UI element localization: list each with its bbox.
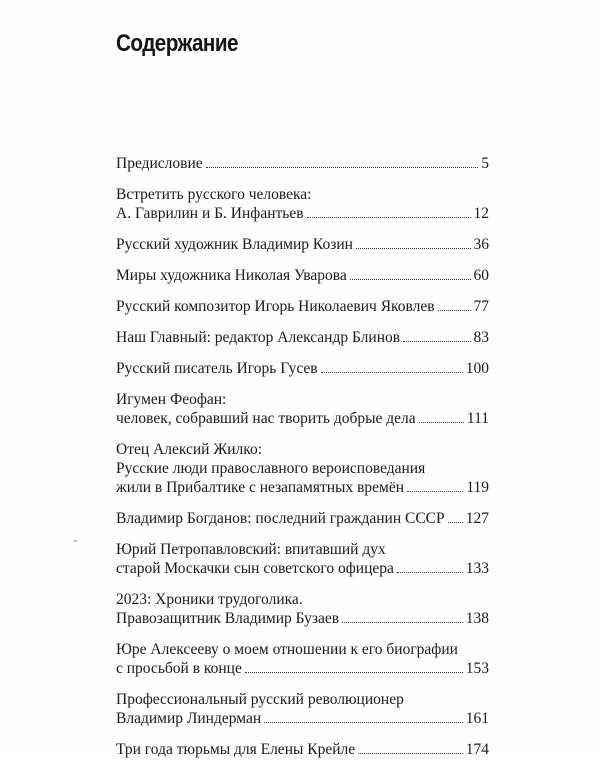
dot-leader bbox=[419, 422, 464, 423]
toc-entry-title-line: Предисловие bbox=[116, 155, 203, 172]
dot-leader bbox=[264, 722, 463, 723]
dot-leader bbox=[307, 217, 471, 218]
page-number: 60 bbox=[473, 267, 489, 284]
dot-leader bbox=[206, 167, 479, 168]
dot-leader bbox=[397, 572, 463, 573]
dot-leader bbox=[448, 522, 463, 523]
toc-entry-title-line: Три года тюрьмы для Елены Крейле bbox=[116, 741, 356, 758]
toc-entry-title-line: Наш Главный: редактор Александр Блинов bbox=[116, 329, 401, 346]
paper-speck bbox=[74, 540, 77, 542]
toc-entry-title-line: Русские люди православного вероисповедания bbox=[116, 460, 426, 477]
toc-entry-last-line bbox=[116, 266, 489, 285]
dot-leader bbox=[350, 279, 471, 280]
toc-entry-last-line bbox=[116, 328, 489, 347]
toc-entry-last-line bbox=[116, 359, 489, 378]
page-title: Содержание bbox=[116, 30, 238, 57]
toc-entry[interactable] bbox=[116, 440, 489, 497]
toc-entry[interactable] bbox=[116, 266, 489, 285]
toc-entry[interactable] bbox=[116, 690, 489, 728]
dot-leader bbox=[358, 753, 463, 754]
toc-entry-title-line: Миры художника Николая Уварова bbox=[116, 267, 347, 284]
dot-leader bbox=[438, 310, 471, 311]
dot-leader bbox=[342, 622, 463, 623]
page-number: 36 bbox=[473, 236, 489, 253]
toc-entry-last-line bbox=[116, 154, 489, 173]
toc-entry[interactable] bbox=[116, 154, 489, 173]
toc-entry[interactable] bbox=[116, 640, 489, 678]
toc-entry[interactable] bbox=[116, 359, 489, 378]
toc-entry-last-line bbox=[116, 559, 489, 578]
toc-entry-title-line: с просьбой в конце bbox=[116, 660, 242, 677]
toc-entry-last-line bbox=[116, 297, 489, 316]
page-number: 133 bbox=[465, 560, 489, 577]
toc-entry-title-line: Профессиональный русский революционер bbox=[116, 691, 404, 708]
toc-entry-title-line: жили в Прибалтике с незапамятных времён bbox=[116, 479, 405, 496]
page-number: 111 bbox=[466, 410, 489, 427]
toc-entry-last-line bbox=[116, 509, 489, 528]
page-number: 153 bbox=[465, 660, 489, 677]
toc-entry-title-line: человек, собравший нас творить добрые дела bbox=[116, 410, 416, 427]
page-number: 138 bbox=[465, 610, 489, 627]
page-number: 5 bbox=[481, 155, 489, 172]
dot-leader bbox=[407, 491, 463, 492]
toc-entry-title-line: Игумен Феофан: bbox=[116, 391, 227, 408]
toc-entry[interactable] bbox=[116, 590, 489, 628]
toc-entry[interactable] bbox=[116, 540, 489, 578]
page-number: 83 bbox=[473, 329, 489, 346]
dot-leader bbox=[321, 372, 463, 373]
toc-entry[interactable] bbox=[116, 390, 489, 428]
toc-entry[interactable] bbox=[116, 235, 489, 254]
table-of-contents bbox=[116, 154, 489, 771]
page-number: 127 bbox=[465, 510, 489, 527]
dot-leader bbox=[245, 672, 463, 673]
toc-entry-title-line: Отец Алексий Жилко: bbox=[116, 441, 263, 458]
toc-entry-title-line: 2023: Хроники трудоголика. bbox=[116, 591, 303, 608]
page-number: 174 bbox=[465, 741, 489, 758]
toc-entry-title-line: Владимир Богданов: последний гражданин СССР bbox=[116, 510, 445, 527]
toc-entry-last-line bbox=[116, 478, 489, 497]
toc-entry-last-line bbox=[116, 659, 489, 678]
toc-entry-title-line: А. Гаврилин и Б. Инфантьев bbox=[116, 205, 304, 222]
toc-entry-title-line: Владимир Линдерман bbox=[116, 710, 262, 727]
toc-entry-title-line: Правозащитник Владимир Бузаев bbox=[116, 610, 340, 627]
page-number: 100 bbox=[465, 360, 489, 377]
toc-entry-title-line: Русский писатель Игорь Гусев bbox=[116, 360, 318, 377]
page-number: 161 bbox=[465, 710, 489, 727]
dot-leader bbox=[356, 248, 471, 249]
dot-leader bbox=[403, 341, 470, 342]
toc-entry[interactable] bbox=[116, 328, 489, 347]
toc-entry-title-line: Юрий Петропавловский: впитавший дух bbox=[116, 541, 386, 558]
page-number: 119 bbox=[466, 479, 489, 496]
toc-entry-last-line bbox=[116, 409, 489, 428]
toc-entry-last-line bbox=[116, 709, 489, 728]
toc-entry-title-line: Русский композитор Игорь Николаевич Яковлев bbox=[116, 298, 435, 315]
toc-entry-last-line bbox=[116, 609, 489, 628]
toc-entry-last-line bbox=[116, 235, 489, 254]
toc-entry-title-line: Юре Алексееву о моем отношении к его биографии bbox=[116, 641, 458, 658]
page-number: 12 bbox=[473, 205, 489, 222]
toc-entry-title-line: старой Москачки сын советского офицера bbox=[116, 560, 394, 577]
toc-entry[interactable] bbox=[116, 185, 489, 223]
toc-entry[interactable] bbox=[116, 297, 489, 316]
toc-entry-title-line: Русский художник Владимир Козин bbox=[116, 236, 353, 253]
page-number: 77 bbox=[473, 298, 489, 315]
toc-entry-last-line bbox=[116, 204, 489, 223]
toc-entry-title-line: Встретить русского человека: bbox=[116, 186, 312, 203]
toc-entry[interactable] bbox=[116, 509, 489, 528]
